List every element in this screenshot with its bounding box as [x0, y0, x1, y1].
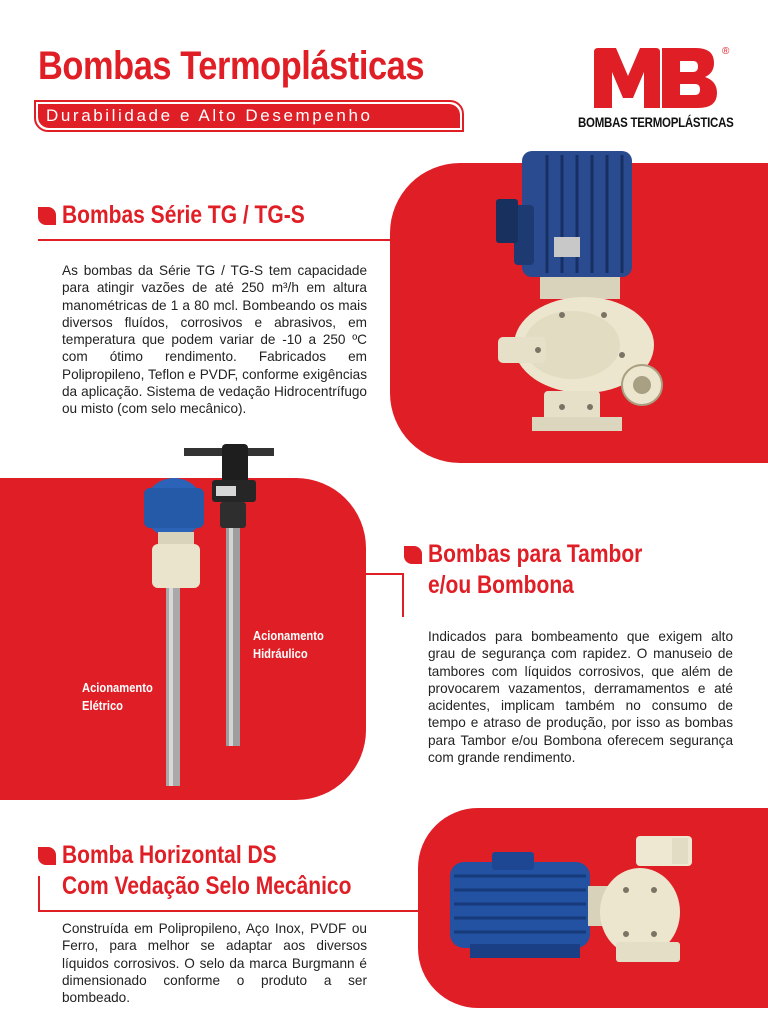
subtitle-banner — [34, 100, 464, 132]
connector-line — [402, 575, 404, 617]
section-body-tg: As bombas da Série TG / TG-S tem capacidade para atingir vazões de até 250 m³/h em altura manométricas de 1 a 80 mcl. Bombeando os mais diversos fluídos, corrosivos e abrasivos, em temperatura que podem variar de -10 a 250 ºC com ótimo rendimento. Fabricados em Polipropileno, Teflon e PVDF, conforme exigências da aplicação. Sistema de vedação Hidrocentrífugo ou misto (com selo mecânico). — [62, 263, 367, 417]
mb-logo-mark — [590, 46, 720, 110]
section-bullet — [38, 847, 56, 865]
page-title: Bombas Termoplásticas — [38, 44, 425, 88]
section-title-drum-line1: Bombas para Tambor — [428, 540, 643, 568]
section-body-drum: Indicados para bombeamento que exigem alto grau de segurança com rapidez. O manuseio de tambores com líquidos corrosivos, que além de provocarem vazamentos, derramamentos e até acidentes, implicam também no consumo de tempo e atraso de produção, por isso as bombas para Tambor e/ou Bombona oferecem segurança com grande rendimento. — [428, 629, 733, 766]
section-bullet — [404, 546, 422, 564]
section-title-drum — [428, 539, 642, 601]
drum-pumps-image — [136, 440, 286, 790]
label-hydraulic-line1: Acionamento — [253, 628, 324, 643]
registered-mark: ® — [722, 46, 730, 57]
logo-text: BOMBAS TERMOPLÁSTICAS — [578, 114, 734, 130]
section-title-horizontal-line1: Bomba Horizontal DS — [62, 841, 277, 869]
connector-line — [38, 910, 418, 912]
label-hydraulic-line2: Hidráulico — [253, 646, 308, 661]
page-subtitle: Durabilidade e Alto Desempenho — [46, 106, 373, 125]
label-electric-line2: Elétrico — [82, 698, 124, 713]
tg-pump-image — [492, 145, 672, 443]
horizontal-pump-image — [440, 830, 710, 970]
brand-logo — [578, 46, 738, 136]
label-electric-line1: Acionamento — [82, 680, 153, 695]
section-title-horizontal-line2: Com Vedação Selo Mecânico — [62, 872, 352, 900]
section-title-horizontal — [62, 840, 351, 902]
label-hydraulic — [253, 627, 324, 663]
label-electric — [82, 679, 153, 715]
section-title-tg: Bombas Série TG / TG-S — [62, 201, 305, 229]
connector-line — [366, 573, 404, 575]
connector-line — [38, 876, 40, 912]
section-title-drum-line2: e/ou Bombona — [428, 571, 574, 599]
connector-line — [38, 239, 390, 241]
section-bullet — [38, 207, 56, 225]
section-body-horizontal: Construída em Polipropileno, Aço Inox, PVDF ou Ferro, para melhor se adaptar aos diversos líquidos corrosivos. O selo da marca Burgmann é dimensionado conforme o produto a ser bombeado. — [62, 921, 367, 1006]
